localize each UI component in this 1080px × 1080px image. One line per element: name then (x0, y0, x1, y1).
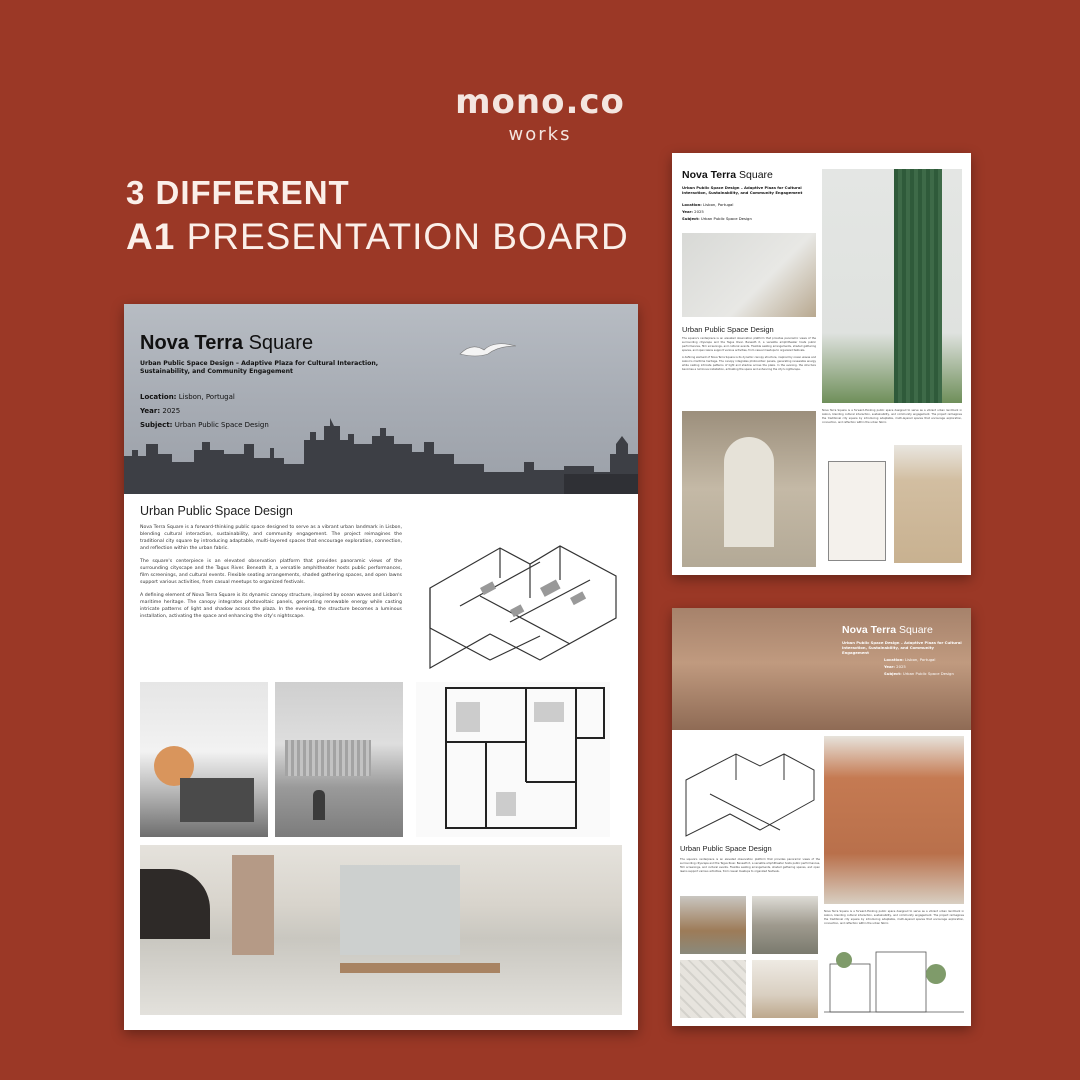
board-3-courtyard-image (752, 960, 818, 1018)
board-2-plan-image (828, 461, 886, 561)
board-3-brick-street-image (824, 736, 964, 904)
board-3-trees-image (752, 896, 818, 954)
board-3-meta: Location: Lisbon, Portugal Year: 2025 Subject: Urban Public Space Design (884, 657, 954, 676)
presentation-board-2 (672, 153, 971, 575)
presentation-board-3 (672, 608, 971, 1026)
paragraph-3: A defining element of Nova Terra Square is its dynamic canopy structure, inspired by ocean waves and Lisbon's maritime heritage. The canopy integrates photovoltaic panels, generating renewable energy while casting intricate patterns of light and shadow across the plaza. In the evening, the structure becomes a luminous installation, activating the space and enhancing the city's nightscape. (140, 593, 402, 619)
board-2-interior-image (682, 233, 816, 317)
year-value: 2025 (162, 407, 181, 415)
figure-shape (313, 790, 325, 820)
axonometric-floorplan-image (420, 518, 626, 682)
description-text (140, 524, 402, 626)
board-subtitle: Urban Public Space Design – Adaptive Plaza for Cultural Interaction, Sustainability, and Community Engagement (140, 360, 379, 375)
board-3-title: Nova Terra Square (842, 624, 933, 636)
board-3-facade-image (680, 896, 746, 954)
title-bold: Nova Terra (140, 332, 244, 354)
headline-rest: PRESENTATION BOARD (186, 216, 629, 257)
sketch-house-image (140, 682, 268, 837)
plaza-render-image (140, 845, 622, 1015)
paragraph-2: The square's centerpiece is an elevated observation platform that provides panoramic views of the surrounding cityscape and the Tagus River. Beneath it, a versatile amphitheater hosts public performances, film screenings, and cultural events. Flexible seating arrangements, shaded gathering spaces, and open lawns support various activities, from casual meetups to organized festivals. (140, 559, 402, 585)
pavilion-render-image (275, 682, 403, 837)
board-2-description: The square's centerpiece is an elevated observation platform that provides panoramic views of the surrounding cityscape and the Tagus River. Beneath it, a versatile amphitheater hosts public performances, film screenings, and cultural events. Flexible seating arrangements, shaded gathering spaces, and open lawns support various activities, from casual meetups to organized festivals. A defining element of Nova Terra Square is its dynamic canopy structure, inspired by ocean waves and Lisbon's maritime heritage. The canopy integrates photovoltaic panels, generating renewable energy while casting intricate patterns of light and shadow across the plaza. In the evening, the structure becomes a luminous installation, activating the space and enhancing the city's nightscape. (682, 337, 816, 371)
pavilion-shape (285, 740, 371, 776)
logo-subtitle: works (508, 124, 572, 145)
board-2-subtitle: Urban Public Space Design – Adaptive Plaza for Cultural Interaction, Sustainability, and Community Engagement (682, 185, 803, 195)
board-title (140, 332, 313, 355)
board-2-arcade-image (682, 411, 816, 567)
floorplan-image (416, 682, 610, 837)
presentation-board-main (124, 304, 638, 1030)
board-2-meta: Location: Lisbon, Portugal Year: 2025 Subject: Urban Public Space Design (682, 202, 752, 221)
board-3-section-drawing (824, 944, 964, 1018)
board-2-section-title: Urban Public Space Design (682, 325, 774, 334)
headline-a1: A1 (126, 216, 176, 257)
board-3-section-title: Urban Public Space Design (680, 844, 772, 853)
green-tower-shape (894, 169, 942, 403)
canopy-shape (140, 869, 210, 939)
brand-logo (0, 82, 1080, 145)
board-3-description: The square's centerpiece is an elevated observation platform that provides panoramic views of the surrounding cityscape and the Tagus River. Beneath it, a versatile amphitheater hosts public performances, film screenings, and cultural events. Flexible seating arrangements, shaded gathering spaces, and open lawns support various activities, from casual meetups to organized festivals. (680, 858, 820, 873)
seagull-illustration (458, 336, 518, 362)
board-3-subtitle: Urban Public Space Design – Adaptive Plaza for Cultural Interaction, Sustainability, and Community Engagement (842, 640, 962, 655)
benches-shape (340, 963, 500, 973)
board-meta: Location: Lisbon, Portugal Year: 2025 Subject: Urban Public Space Design (140, 393, 269, 429)
board-3-description-2: Nova Terra Square is a forward-thinking public space designed to serve as a vibrant urban landmark in Lisbon, blending cultural interaction, sustainability, and community engagement. The project reimagines the traditional city square by introducing adaptable, multi-layered spaces that encourage exploration, connection, and reflection within the urban fabric. (824, 910, 964, 925)
tower-shape (232, 855, 274, 955)
headline-line-2 (126, 216, 629, 258)
location-value: Lisbon, Portugal (178, 393, 235, 401)
headline (126, 174, 629, 258)
board-3-axonometric-image (680, 740, 820, 840)
title-rest: Square (248, 332, 314, 354)
section-title: Urban Public Space Design (140, 504, 293, 518)
logo-wordmark: mono.co (455, 82, 625, 122)
board-3-map-image (680, 960, 746, 1018)
subject-value: Urban Public Space Design (174, 421, 269, 429)
board-2-house-image (894, 445, 962, 563)
headline-line-1: 3 DIFFERENT (126, 174, 350, 211)
board-2-description-2: Nova Terra Square is a forward-thinking public space designed to serve as a vibrant urban landmark in Lisbon, blending cultural interaction, sustainability, and community engagement. The project reimagines the traditional city square by introducing adaptable, multi-layered spaces that encourage exploration, connection, and reflection within the urban fabric. (822, 409, 962, 424)
building-shape (340, 865, 460, 955)
arch-shape (724, 437, 774, 547)
board-2-title: Nova Terra Square (682, 169, 773, 181)
board-2-green-facade-image (822, 169, 962, 403)
house-shape (180, 778, 254, 822)
paragraph-1: Nova Terra Square is a forward-thinking public space designed to serve as a vibrant urban landmark in Lisbon, blending cultural interaction, sustainability, and community engagement. The project reimagines the traditional city square by introducing adaptable, multi-layered spaces that encourage exploration, connection, and reflection within the urban fabric. (140, 525, 402, 551)
